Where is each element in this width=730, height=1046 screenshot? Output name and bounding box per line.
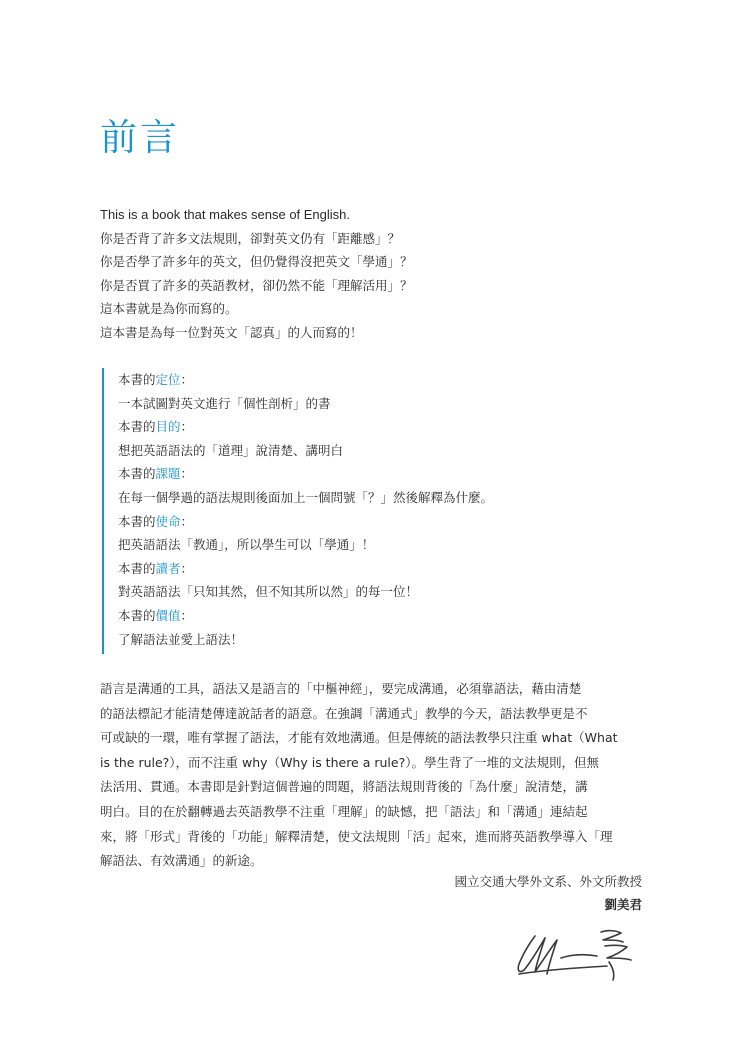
feature-key: 價值 xyxy=(155,607,181,623)
intro-line: This is a book that makes sense of English. xyxy=(100,207,351,222)
feature-colon: ： xyxy=(180,560,194,576)
feature-prefix: 本書的 xyxy=(118,560,156,576)
feature-answer: 把英語語法「教通」，所以學生可以「學通」！ xyxy=(118,537,375,553)
feature-question xyxy=(118,510,622,534)
feature-key: 讀者 xyxy=(155,560,181,576)
feature-key: 使命 xyxy=(155,513,181,529)
feature-answer: 在每一個學過的語法規則後面加上一個問號「？」然後解釋為什麼。 xyxy=(118,489,494,505)
body-paragraph xyxy=(100,677,635,874)
feature-key: 課題 xyxy=(155,466,181,482)
feature-question xyxy=(118,368,622,392)
intro-line: 這本書就是為你而寫的。 xyxy=(100,301,238,316)
paragraph-line: 的語法標記才能清楚傳達說話者的語意。在強調「溝通式」教學的今天，語法教學更是不 xyxy=(100,705,588,721)
handwritten-signature xyxy=(515,918,645,986)
feature-question xyxy=(118,462,622,486)
feature-prefix: 本書的 xyxy=(118,419,156,435)
feature-question xyxy=(118,415,622,439)
feature-readers xyxy=(118,557,622,604)
feature-answer: 對英語語法「只知其然，但不知其所以然」的每一位！ xyxy=(118,584,419,600)
feature-key: 定位 xyxy=(155,372,181,387)
feature-answer: 一本試圖對英文進行「個性剖析」的書 xyxy=(118,395,331,411)
feature-prefix: 本書的 xyxy=(118,466,156,482)
feature-prefix: 本書的 xyxy=(118,607,156,623)
paragraph-line: is the rule?），而不注重 why（Why is there a rule?）。學生背了一堆的文法規則，但無 xyxy=(100,754,599,770)
author-affiliation: 國立交通大學外文系、外文所教授 xyxy=(454,874,642,889)
book-features-box xyxy=(102,368,622,654)
intro-line: 你是否買了許多的英語教材，卻仍然不能「理解活用」？ xyxy=(100,277,413,293)
feature-answer: 了解語法並愛上語法！ xyxy=(118,631,244,647)
feature-mission xyxy=(118,510,622,557)
feature-value xyxy=(118,604,622,651)
intro-line: 你是否學了許多年的英文，但仍覺得沒把英文「學通」？ xyxy=(100,254,413,269)
feature-colon: ： xyxy=(180,419,194,435)
paragraph-line: 語言是溝通的工具，語法又是語言的「中樞神經」，要完成溝通，必須靠語法，藉由清楚 xyxy=(100,681,582,696)
feature-colon: ： xyxy=(180,372,194,387)
feature-purpose xyxy=(118,415,622,462)
intro-line: 你是否背了許多文法規則，卻對英文仍有「距離感」？ xyxy=(100,230,401,246)
feature-topic xyxy=(118,462,622,509)
feature-question xyxy=(118,604,622,628)
author-name: 劉美君 xyxy=(604,897,642,912)
feature-positioning xyxy=(118,368,622,415)
feature-prefix: 本書的 xyxy=(118,513,156,529)
paragraph-line: 法活用、貫通。本書即是針對這個普遍的問題，將語法規則背後的「為什麼」說清楚，講 xyxy=(100,779,588,795)
feature-colon: ： xyxy=(180,607,194,623)
feature-key: 目的 xyxy=(155,419,181,435)
paragraph-line: 來，將「形式」背後的「功能」解釋清楚，使文法規則「活」起來，進而將英語教學導入「理 xyxy=(100,828,613,844)
feature-colon: ： xyxy=(180,513,194,529)
page-title: 前言 xyxy=(100,116,180,159)
paragraph-line: 解語法、有效溝通」的新途。 xyxy=(100,853,263,869)
feature-answer: 想把英語語法的「道理」說清楚、講明白 xyxy=(118,442,344,458)
paragraph-line: 可或缺的一環，唯有掌握了語法，才能有效地溝通。但是傳統的語法教學只注重 what（What xyxy=(100,730,618,746)
paragraph-line: 明白。目的在於翻轉過去英語教學不注重「理解」的缺憾，把「語法」和「溝通」連結起 xyxy=(100,803,588,819)
feature-question xyxy=(118,557,622,581)
intro-block xyxy=(100,203,660,344)
feature-colon: ： xyxy=(180,466,194,482)
feature-prefix: 本書的 xyxy=(118,372,156,387)
intro-line: 這本書是為每一位對英文「認真」的人而寫的！ xyxy=(100,324,363,340)
